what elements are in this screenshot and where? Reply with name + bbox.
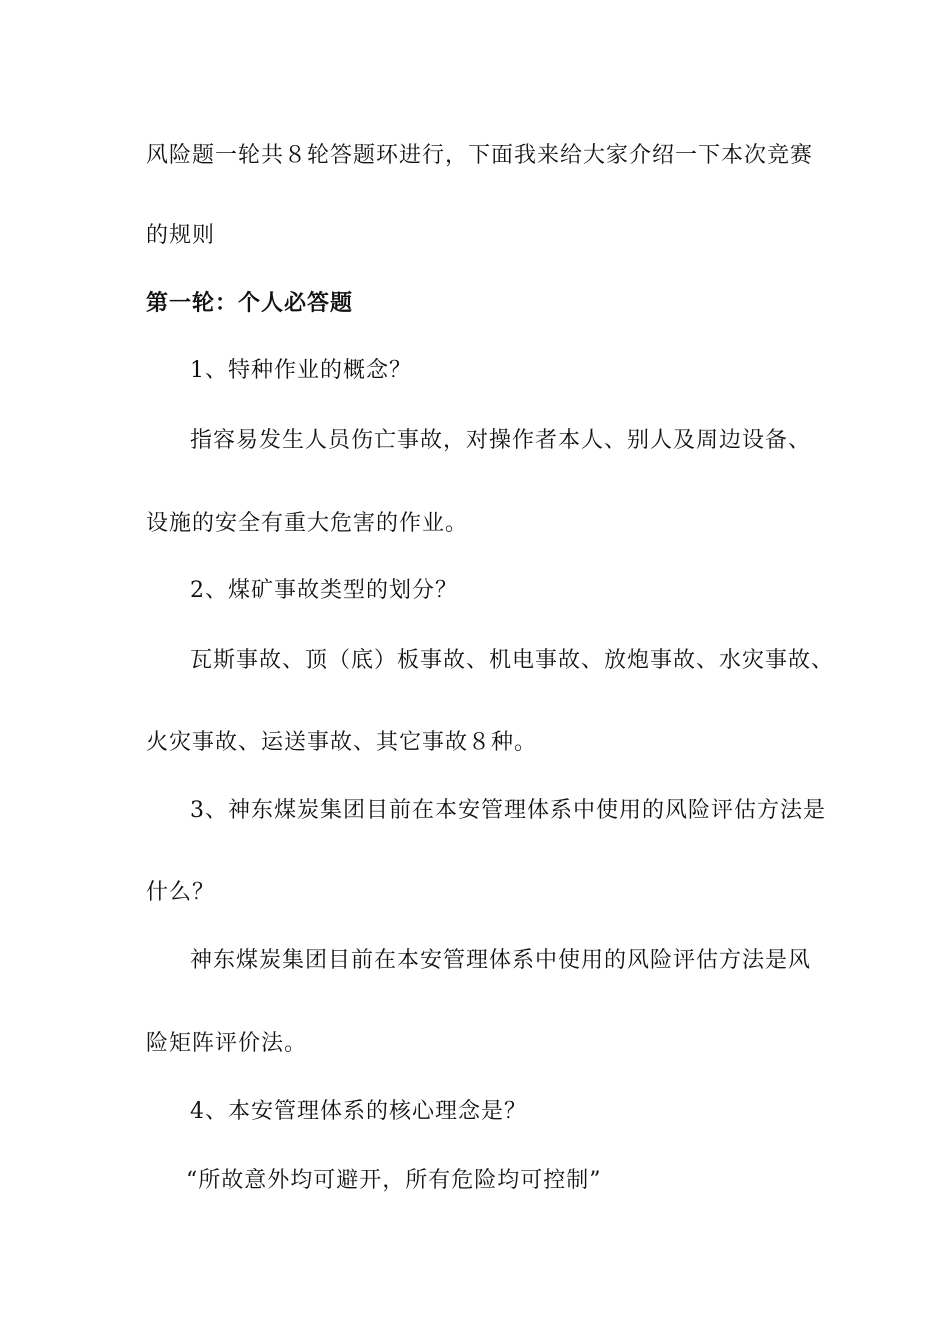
answer-3-line-1: 神东煤炭集团目前在本安管理体系中使用的风险评估方法是风: [190, 948, 812, 973]
answer-2-line-1: 瓦斯事故、顶（底）板事故、机电事故、放炮事故、水灾事故、: [190, 648, 835, 673]
answer-1-line-2: 设施的安全有重大危害的作业。: [146, 511, 469, 536]
answer-3-line-2: 险矩阵评价法。: [146, 1031, 308, 1056]
section-heading: 第一轮：个人必答题: [146, 290, 354, 316]
answer-2-line-2: 火灾事故、运送事故、其它事故８种。: [146, 730, 538, 755]
question-3-line-2: 什么？: [146, 880, 216, 905]
answer-4: “所故意外均可避开，所有危险均可控制”: [186, 1168, 602, 1193]
question-1: 1、特种作业的概念？: [190, 358, 412, 383]
answer-1-line-1: 指容易发生人员伤亡事故，对操作者本人、别人及周边设备、: [190, 428, 812, 453]
question-2: 2、煤矿事故类型的划分？: [190, 578, 458, 603]
question-4: 4、本安管理体系的核心理念是？: [190, 1099, 527, 1124]
question-3-line-1: 3、神东煤炭集团目前在本安管理体系中使用的风险评估方法是: [190, 798, 826, 823]
intro-line-1: 风险题一轮共８轮答题环进行，下面我来给大家介绍一下本次竞赛: [146, 143, 814, 168]
intro-line-2: 的规则: [146, 223, 216, 248]
